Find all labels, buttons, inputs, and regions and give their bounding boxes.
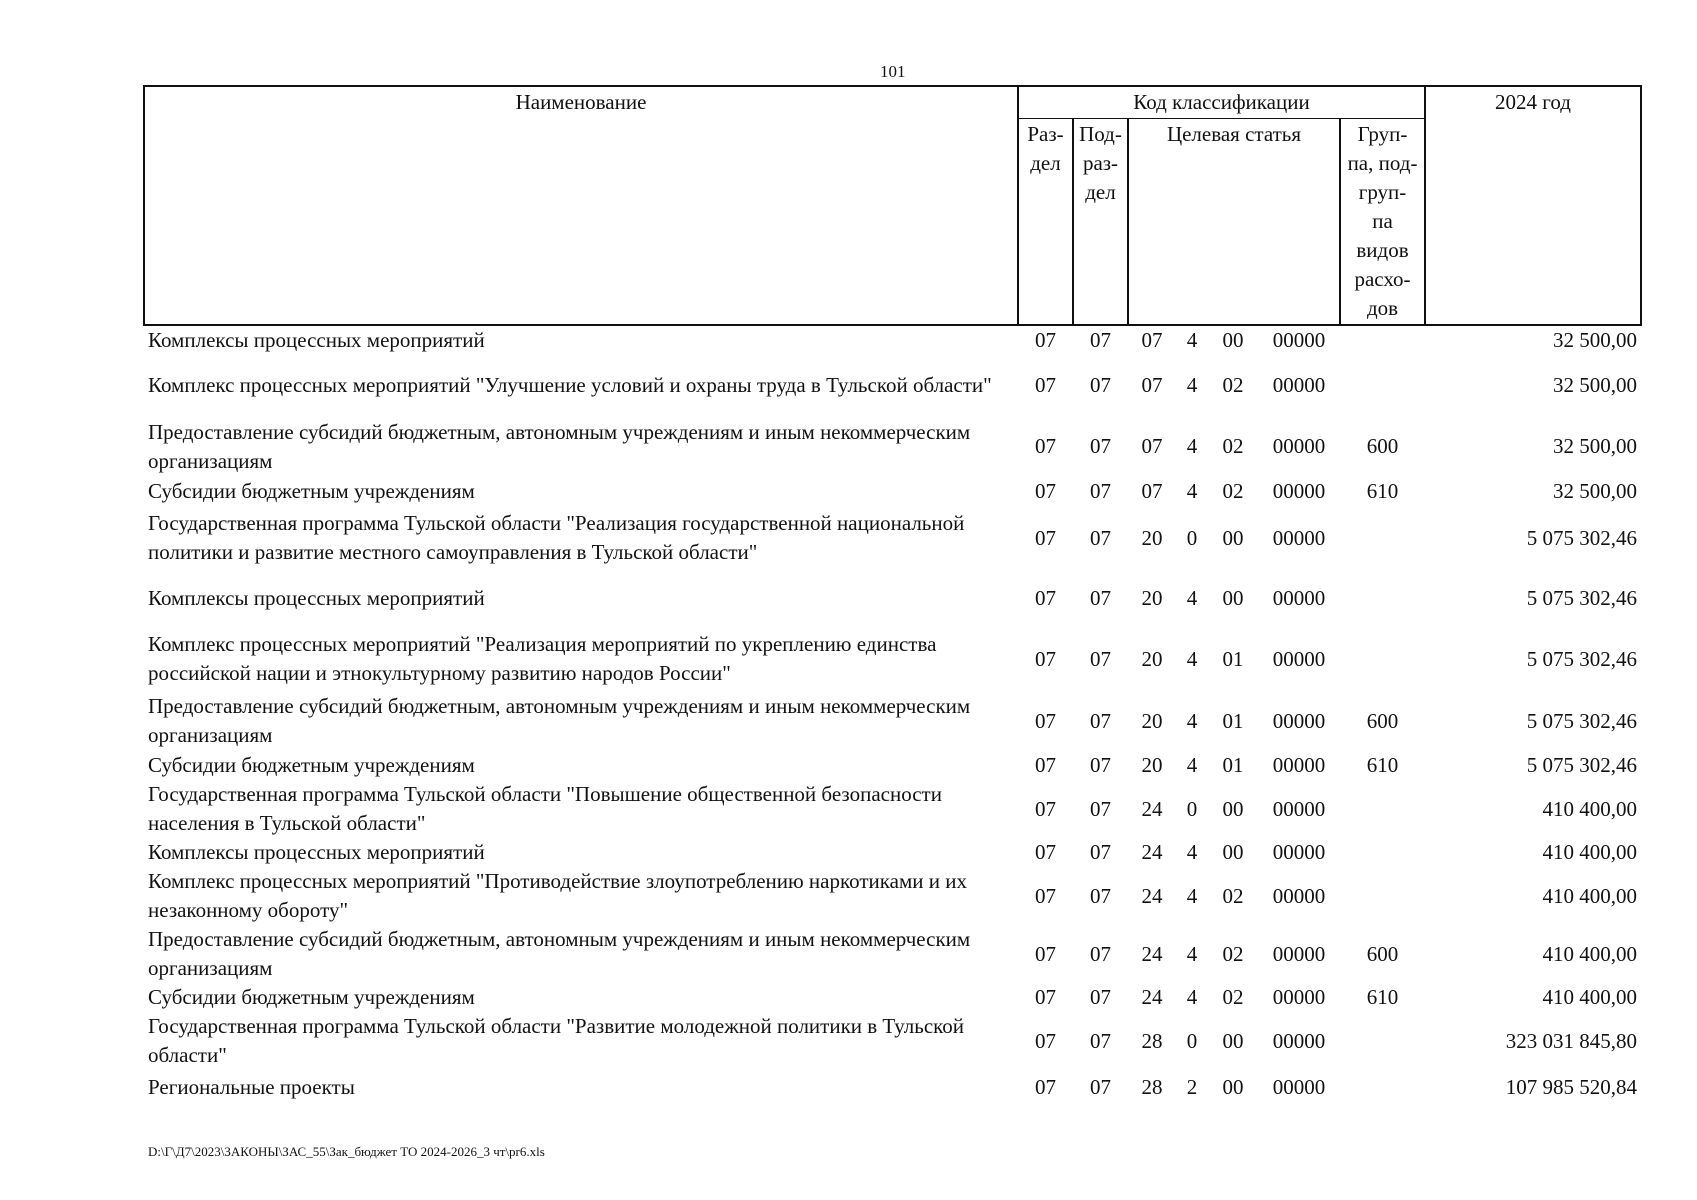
row-amount: 5 075 302,46 <box>1526 586 1638 610</box>
row-target-type: 4 <box>1186 586 1198 610</box>
row-amount: 5 075 302,46 <box>1526 753 1638 777</box>
row-name: Комплекс процессных мероприятий "Реализация мероприятий по укреплению единства российской нации и этнокультурному развитию народов России" <box>148 632 937 685</box>
row-target-direction: 00000 <box>1272 525 1326 550</box>
row-subsection: 07 <box>1090 479 1111 503</box>
row-expense-group: 610 <box>1366 985 1399 1009</box>
row-target-program: 24 <box>1141 883 1163 908</box>
row-target-program: 24 <box>1141 985 1163 1009</box>
row-target-type: 0 <box>1186 1028 1198 1053</box>
row-target-program: 24 <box>1141 840 1163 864</box>
row-section: 07 <box>1035 586 1056 610</box>
row-name: Государственная программа Тульской области "Повышение общественной безопасности населения в Тульской области" <box>148 782 942 835</box>
table-row <box>144 506 1641 570</box>
row-name: Государственная программа Тульской области "Развитие молодежной политики в Тульской области" <box>148 1014 965 1067</box>
row-section: 07 <box>1035 796 1056 821</box>
table-row <box>144 1012 1641 1070</box>
row-amount: 410 400,00 <box>1542 985 1638 1009</box>
row-expense-group <box>1340 355 1425 416</box>
row-target-direction: 00000 <box>1272 985 1326 1009</box>
row-expense-group: 600 <box>1366 941 1399 966</box>
table-row <box>144 838 1641 867</box>
row-subsection: 07 <box>1090 646 1111 671</box>
row-section: 07 <box>1035 434 1056 458</box>
row-subsection: 07 <box>1090 941 1111 966</box>
row-target-type: 4 <box>1186 840 1198 864</box>
row-expense-group: 610 <box>1366 753 1399 777</box>
row-target-program: 07 <box>1141 373 1163 397</box>
row-expense-group <box>1340 506 1425 570</box>
row-amount: 410 400,00 <box>1542 941 1638 966</box>
row-target-type: 4 <box>1186 328 1198 352</box>
header-classification-code: Код классификации <box>1018 86 1425 119</box>
row-section: 07 <box>1035 479 1056 503</box>
row-name: Комплекс процессных мероприятий "Противодействие злоупотреблению наркотиками и их незаконному обороту" <box>148 869 967 922</box>
row-target-type: 4 <box>1186 753 1198 777</box>
row-target-element: 01 <box>1222 646 1244 671</box>
row-subsection: 07 <box>1090 985 1111 1009</box>
table-row <box>144 325 1641 355</box>
page-number: 101 <box>880 62 906 81</box>
row-target-program: 07 <box>1141 434 1163 458</box>
row-amount: 410 400,00 <box>1542 883 1638 908</box>
row-target-direction: 00000 <box>1272 434 1326 458</box>
table-row <box>144 691 1641 751</box>
row-target-element: 00 <box>1222 1074 1244 1099</box>
row-target-direction: 00000 <box>1272 753 1326 777</box>
row-target-type: 4 <box>1186 434 1198 458</box>
header-subsection: Под- раз- дел <box>1073 119 1128 326</box>
row-name: Комплексы процессных мероприятий <box>148 586 485 610</box>
row-target-element: 01 <box>1222 753 1244 777</box>
row-expense-group <box>1340 838 1425 867</box>
row-expense-group: 600 <box>1366 434 1399 458</box>
row-target-program: 20 <box>1141 525 1163 550</box>
row-subsection: 07 <box>1090 1074 1111 1099</box>
row-amount: 323 031 845,80 <box>1505 1028 1638 1053</box>
row-section: 07 <box>1035 1074 1056 1099</box>
row-section: 07 <box>1035 328 1056 352</box>
row-target-program: 20 <box>1141 646 1163 671</box>
table-row <box>144 627 1641 691</box>
row-target-type: 4 <box>1186 646 1198 671</box>
row-name: Предоставление субсидий бюджетным, автономным учреждениям и иным некоммерческим организациям <box>148 419 971 473</box>
row-target-direction: 00000 <box>1272 328 1326 352</box>
row-target-direction: 00000 <box>1272 646 1326 671</box>
row-target-direction: 00000 <box>1272 479 1326 503</box>
row-name: Предоставление субсидий бюджетным, автономным учреждениям и иным некоммерческим организациям <box>148 927 971 980</box>
row-amount: 107 985 520,84 <box>1505 1074 1638 1099</box>
footer-file-path: D:\Г\Д7\2023\ЗАКОНЫ\ЗАС_55\Зак_бюджет ТО 2024-2026_3 чт\pr6.xls <box>148 1144 545 1159</box>
row-section: 07 <box>1035 708 1056 733</box>
row-target-program: 24 <box>1141 796 1163 821</box>
row-expense-group <box>1340 325 1425 355</box>
row-subsection: 07 <box>1090 328 1111 352</box>
row-subsection: 07 <box>1090 373 1111 397</box>
row-target-element: 02 <box>1222 373 1244 397</box>
header-year: 2024 год <box>1425 86 1641 325</box>
header-section: Раз- дел <box>1018 119 1073 326</box>
row-target-element: 00 <box>1222 525 1244 550</box>
row-target-type: 4 <box>1186 373 1198 397</box>
table-row <box>144 570 1641 627</box>
row-target-direction: 00000 <box>1272 941 1326 966</box>
row-target-program: 24 <box>1141 941 1163 966</box>
table-row <box>144 780 1641 838</box>
row-section: 07 <box>1035 373 1056 397</box>
row-section: 07 <box>1035 883 1056 908</box>
row-amount: 5 075 302,46 <box>1526 525 1638 550</box>
table-row <box>144 751 1641 780</box>
row-subsection: 07 <box>1090 883 1111 908</box>
row-target-program: 20 <box>1141 586 1163 610</box>
row-target-element: 02 <box>1222 883 1244 908</box>
row-section: 07 <box>1035 525 1056 550</box>
table-body <box>144 325 1641 1104</box>
row-target-direction: 00000 <box>1272 1028 1326 1053</box>
row-amount: 32 500,00 <box>1553 479 1638 503</box>
row-name: Региональные проекты <box>148 1074 355 1099</box>
row-target-type: 0 <box>1186 525 1198 550</box>
row-target-program: 28 <box>1141 1028 1163 1053</box>
row-expense-group <box>1340 1012 1425 1070</box>
row-section: 07 <box>1035 840 1056 864</box>
row-amount: 410 400,00 <box>1542 840 1638 864</box>
row-target-direction: 00000 <box>1272 586 1326 610</box>
row-section: 07 <box>1035 646 1056 671</box>
row-target-type: 4 <box>1186 883 1198 908</box>
row-target-element: 02 <box>1222 941 1244 966</box>
row-subsection: 07 <box>1090 753 1111 777</box>
row-target-direction: 00000 <box>1272 1074 1326 1099</box>
row-subsection: 07 <box>1090 796 1111 821</box>
row-name: Субсидии бюджетным учреждениям <box>148 479 475 503</box>
row-target-element: 02 <box>1222 479 1244 503</box>
row-target-type: 4 <box>1186 985 1198 1009</box>
row-section: 07 <box>1035 1028 1056 1053</box>
header-expense-group: Груп- па, под- груп- па видов расхо- дов <box>1340 119 1425 326</box>
row-amount: 410 400,00 <box>1542 796 1638 821</box>
row-section: 07 <box>1035 941 1056 966</box>
row-target-type: 0 <box>1186 796 1198 821</box>
row-target-program: 28 <box>1141 1074 1163 1099</box>
row-name: Субсидии бюджетным учреждениям <box>148 985 475 1009</box>
row-name: Комплекс процессных мероприятий "Улучшение условий и охраны труда в Тульской области" <box>148 373 992 397</box>
row-name: Комплексы процессных мероприятий <box>148 840 485 864</box>
row-amount: 5 075 302,46 <box>1526 708 1638 733</box>
header-name: Наименование <box>144 86 1018 325</box>
row-section: 07 <box>1035 985 1056 1009</box>
row-expense-group <box>1340 627 1425 691</box>
row-expense-group <box>1340 780 1425 838</box>
row-amount: 5 075 302,46 <box>1526 646 1638 671</box>
row-target-direction: 00000 <box>1272 883 1326 908</box>
row-target-element: 02 <box>1222 434 1244 458</box>
table-header <box>144 86 1641 325</box>
row-target-type: 2 <box>1186 1074 1198 1099</box>
row-amount: 32 500,00 <box>1553 434 1638 458</box>
row-target-element: 01 <box>1222 708 1244 733</box>
row-target-element: 00 <box>1222 840 1244 864</box>
row-name: Субсидии бюджетным учреждениям <box>148 753 475 777</box>
row-subsection: 07 <box>1090 708 1111 733</box>
row-expense-group: 600 <box>1366 708 1399 733</box>
row-target-element: 00 <box>1222 586 1244 610</box>
row-target-element: 02 <box>1222 985 1244 1009</box>
header-target-article: Целевая статья <box>1128 119 1340 326</box>
table-row <box>144 867 1641 925</box>
row-subsection: 07 <box>1090 586 1111 610</box>
row-name: Государственная программа Тульской области "Реализация государственной национальной политики и развитие местного самоуправления в Тульской области" <box>148 511 965 564</box>
table-row <box>144 925 1641 983</box>
row-expense-group <box>1340 867 1425 925</box>
row-name: Предоставление субсидий бюджетным, автономным учреждениям и иным некоммерческим организациям <box>148 694 971 747</box>
row-section: 07 <box>1035 753 1056 777</box>
row-target-direction: 00000 <box>1272 840 1326 864</box>
row-subsection: 07 <box>1090 840 1111 864</box>
table-row <box>144 355 1641 416</box>
row-name: Комплексы процессных мероприятий <box>148 328 485 352</box>
row-target-type: 4 <box>1186 479 1198 503</box>
row-target-type: 4 <box>1186 708 1198 733</box>
row-expense-group: 610 <box>1366 479 1399 503</box>
row-target-direction: 00000 <box>1272 373 1326 397</box>
row-target-program: 20 <box>1141 708 1163 733</box>
row-amount: 32 500,00 <box>1553 373 1638 397</box>
table-row <box>144 1070 1641 1104</box>
table-row <box>144 983 1641 1012</box>
row-target-direction: 00000 <box>1272 796 1326 821</box>
table-row <box>144 416 1641 477</box>
row-expense-group <box>1340 1070 1425 1104</box>
row-subsection: 07 <box>1090 1028 1111 1053</box>
row-target-program: 07 <box>1141 328 1163 352</box>
row-amount: 32 500,00 <box>1553 328 1638 352</box>
row-target-program: 07 <box>1141 479 1163 503</box>
row-target-element: 00 <box>1222 1028 1244 1053</box>
row-subsection: 07 <box>1090 434 1111 458</box>
row-target-type: 4 <box>1186 941 1198 966</box>
row-target-element: 00 <box>1222 328 1244 352</box>
budget-table <box>143 85 1642 1104</box>
row-target-direction: 00000 <box>1272 708 1326 733</box>
row-subsection: 07 <box>1090 525 1111 550</box>
row-target-program: 20 <box>1141 753 1163 777</box>
row-target-element: 00 <box>1222 796 1244 821</box>
row-expense-group <box>1340 570 1425 627</box>
table-row <box>144 477 1641 506</box>
